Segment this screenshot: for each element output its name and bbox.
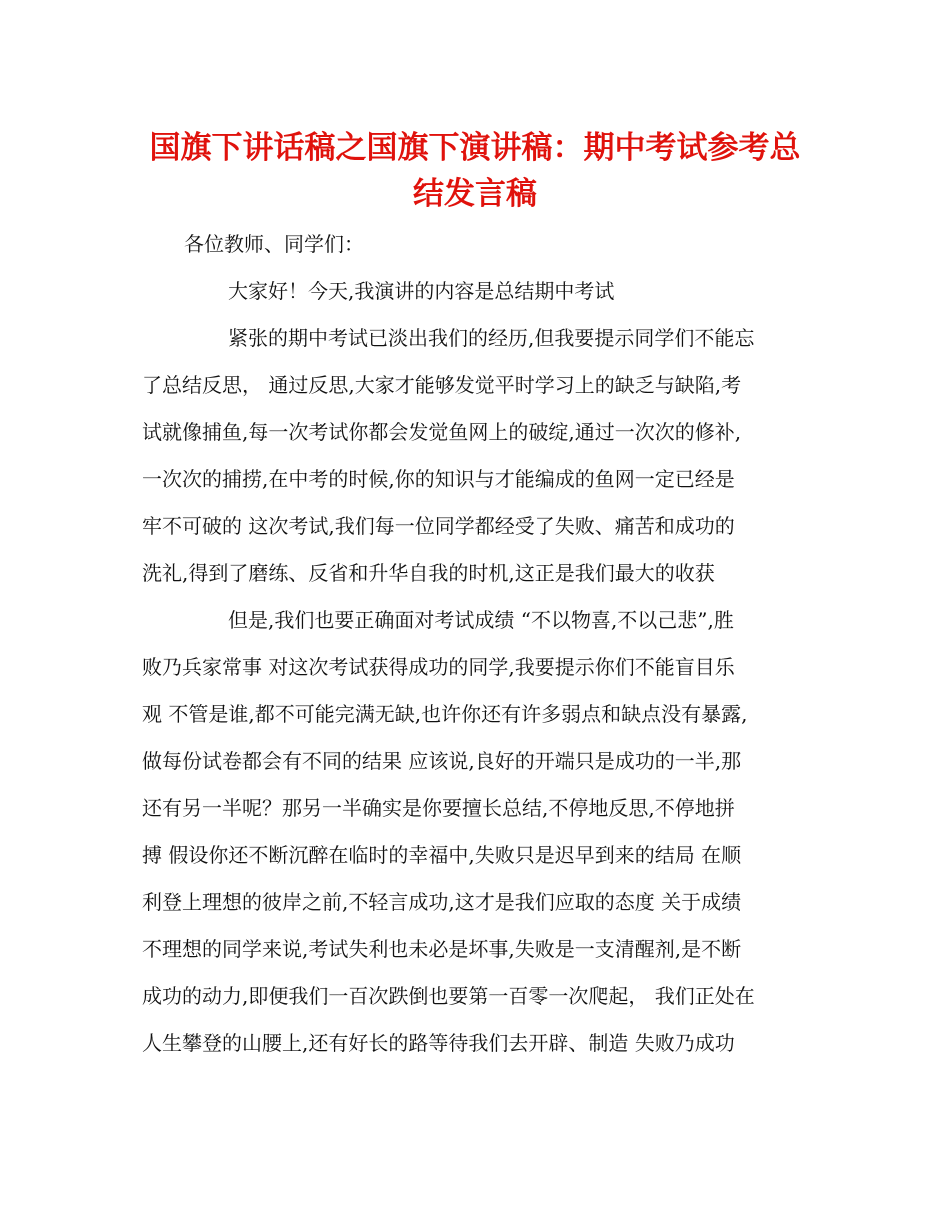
- body-line-3: 了总结反思， 通过反思,大家才能够发觉平时学习上的缺乏与缺陷,考: [142, 373, 742, 397]
- body-line-7: 洗礼,得到了磨练、反省和升华自我的时机,这正是我们最大的收获: [142, 561, 715, 585]
- body-line-4: 试就像捕鱼,每一次考试你都会发觉鱼网上的破绽,通过一次次的修补,: [142, 420, 742, 444]
- body-line-8: 但是,我们也要正确面对考试成绩 “不以物喜,不以己悲”,胜: [228, 608, 734, 632]
- body-line-17: 人生攀登的山腰上,还有好长的路等待我们去开辟、制造 失败乃成功: [142, 1031, 735, 1055]
- body-line-15: 不理想的同学来说,考试失利也未必是坏事,失败是一支清醒剂,是不断: [142, 937, 742, 961]
- body-line-2: 紧张的期中考试已淡出我们的经历,但我要提示同学们不能忘: [228, 326, 755, 350]
- document-title-line-1: 国旗下讲话稿之国旗下演讲稿：期中考试参考总: [149, 130, 801, 166]
- body-line-14: 利登上理想的彼岸之前,不轻言成功,这才是我们应取的态度 关于成绩: [142, 890, 742, 914]
- salutation: 各位教师、同学们：: [184, 232, 364, 256]
- body-line-10: 观 不管是谁,都不可能完满无缺,也许你还有许多弱点和缺点没有暴露,: [142, 702, 748, 726]
- body-line-16: 成功的动力,即便我们一百次跌倒也要第一百零一次爬起， 我们正处在: [142, 984, 755, 1008]
- body-line-11: 做每份试卷都会有不同的结果 应该说,良好的开端只是成功的一半,那: [142, 749, 742, 773]
- body-line-5: 一次次的捕捞,在中考的时候,你的知识与才能编成的鱼网一定已经是: [142, 467, 735, 491]
- body-line-12: 还有另一半呢？那另一半确实是你要擅长总结,不停地反思,不停地拼: [142, 796, 735, 820]
- body-line-9: 败乃兵家常事 对这次考试获得成功的同学,我要提示你们不能盲目乐: [142, 655, 735, 679]
- body-line-1: 大家好！今天,我演讲的内容是总结期中考试: [228, 279, 615, 303]
- body-line-6: 牢不可破的 这次考试,我们每一位同学都经受了失败、痛苦和成功的: [142, 514, 735, 538]
- document-title-line-2: 结发言稿: [413, 176, 537, 212]
- body-line-13: 搏 假设你还不断沉醉在临时的幸福中,失败只是迟早到来的结局 在顺: [142, 843, 742, 867]
